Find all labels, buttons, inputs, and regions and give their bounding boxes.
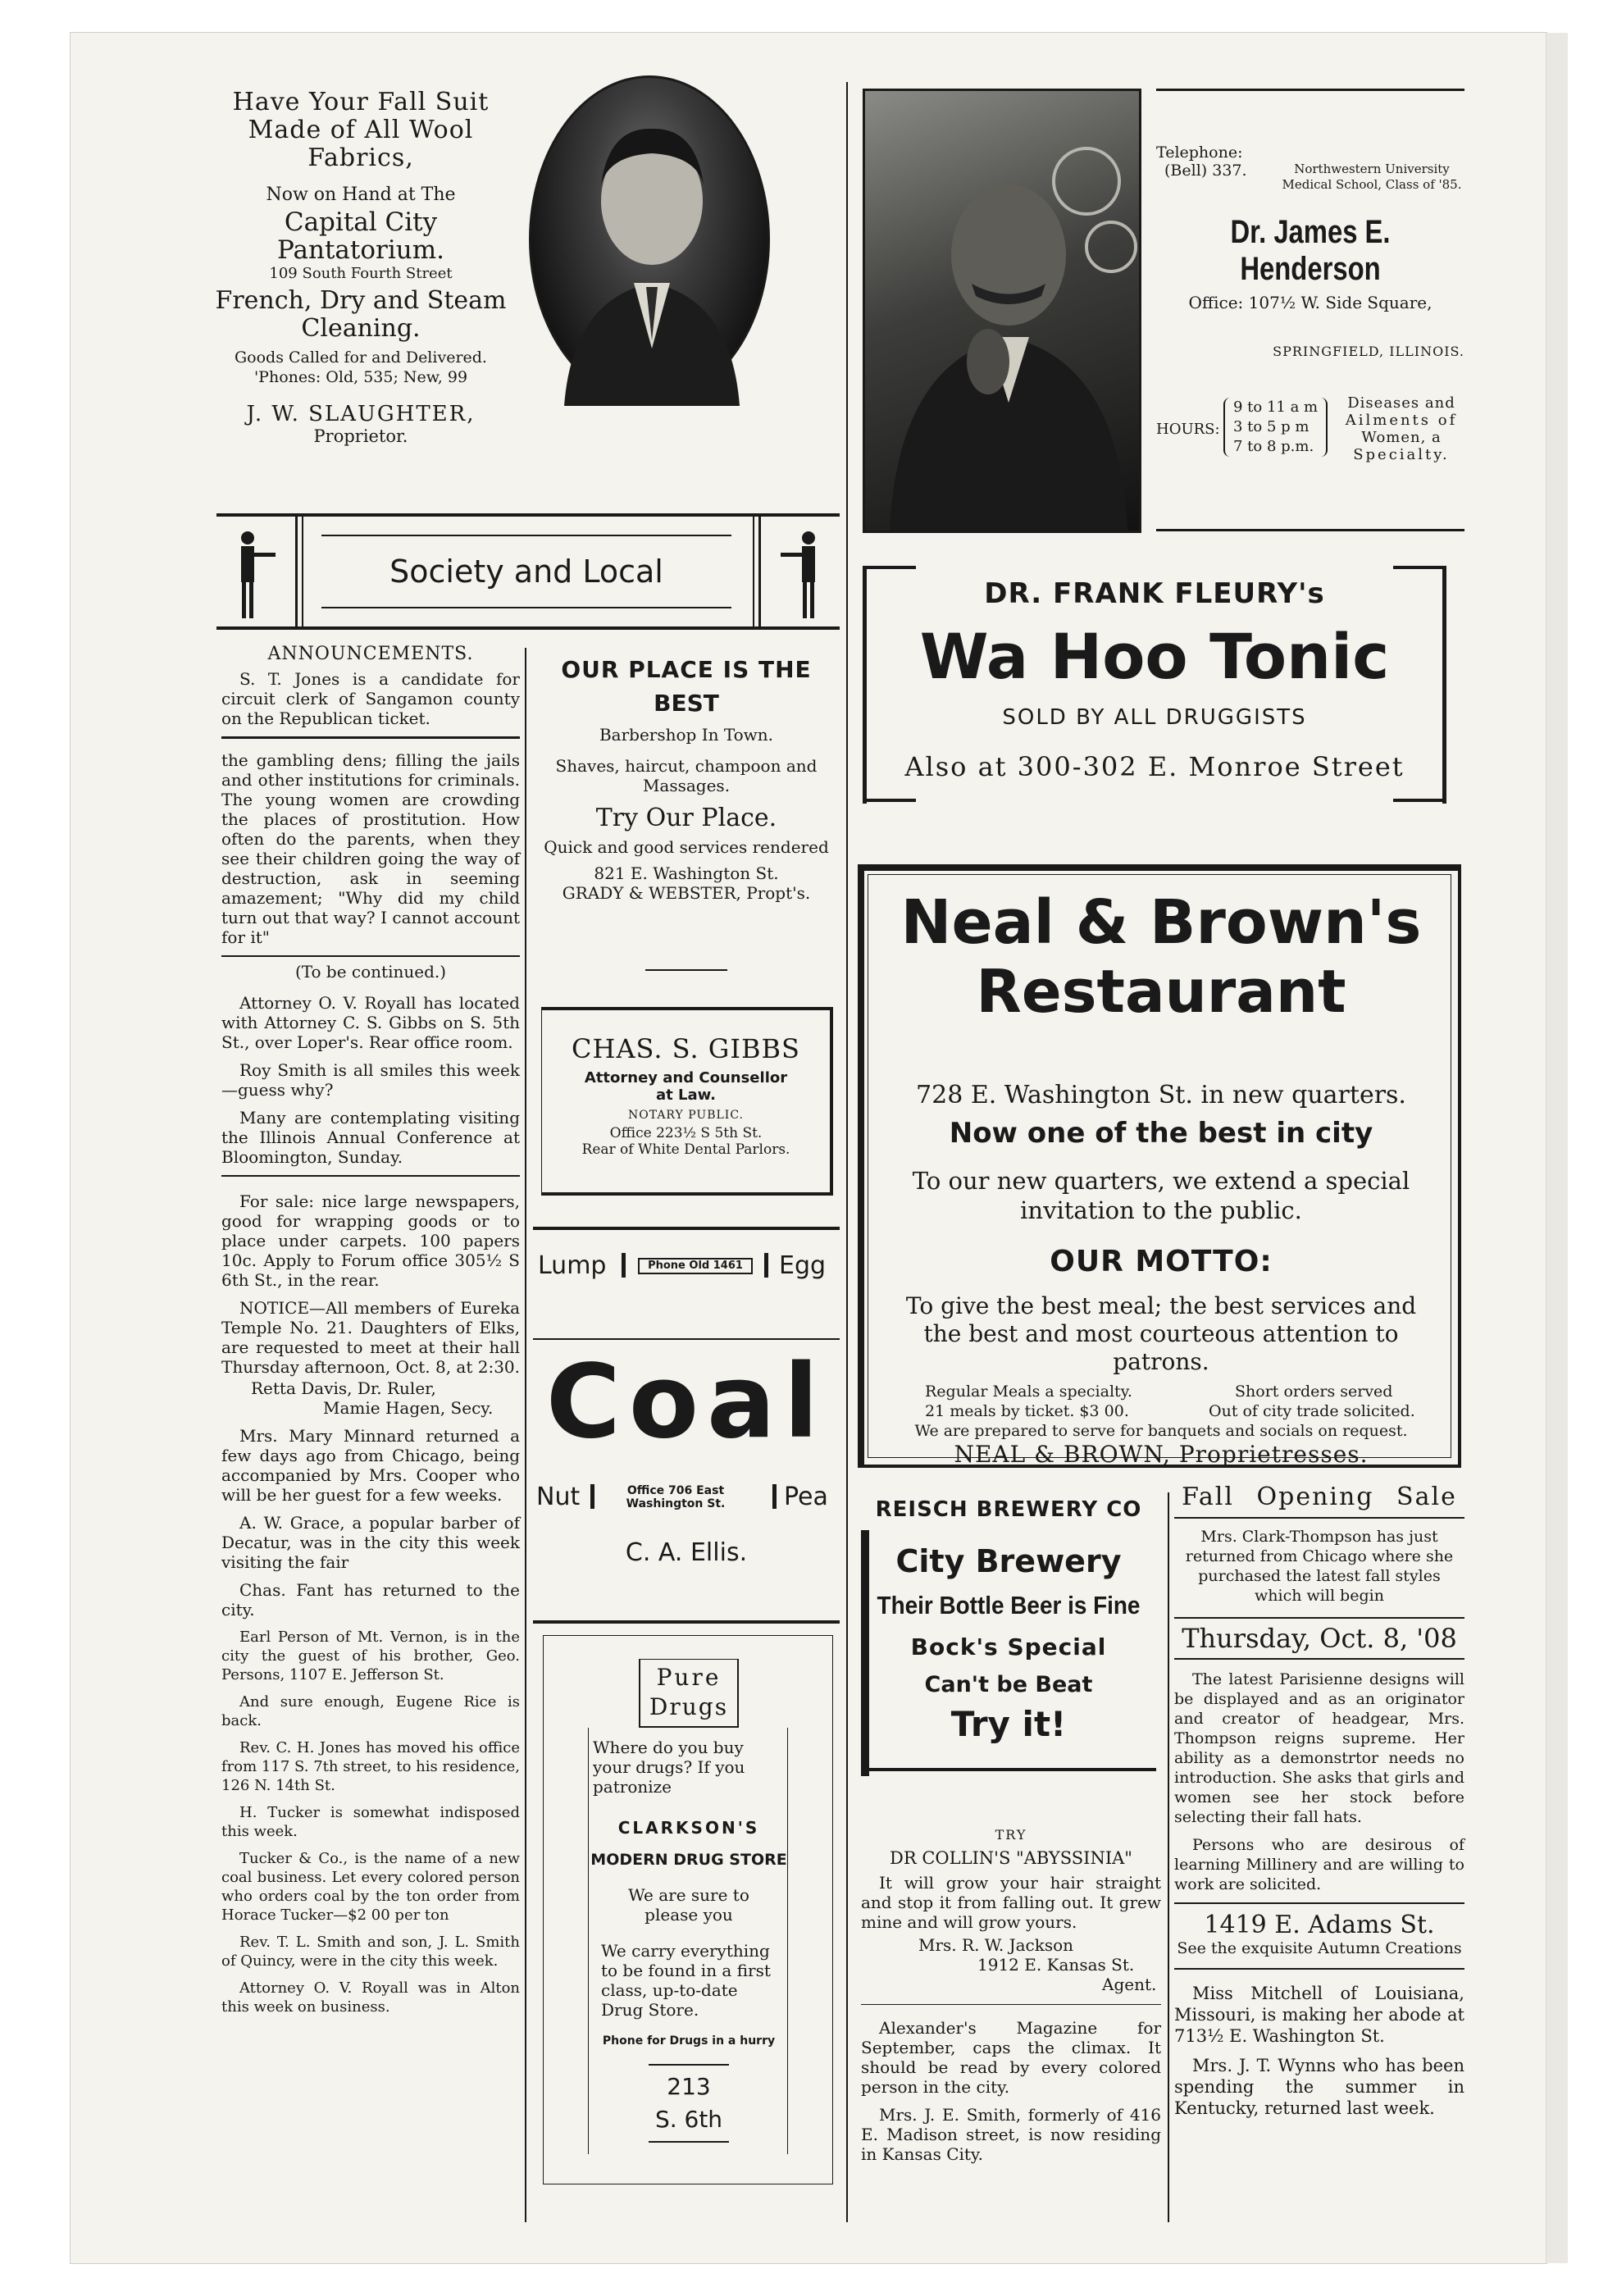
coal-pea: Pea <box>784 1483 828 1511</box>
smith-text: Rev. T. L. Smith and son, J. L. Smith of Quincy, were in the city this week. <box>221 1934 520 1970</box>
neal-short: Short orders served <box>1235 1383 1393 1401</box>
barber-props: GRADY & WEBSTER, Propt's. <box>562 883 811 903</box>
for-sale-text: For sale: nice large newspapers, good for wrapping goods or to place under carpets. 100 papers 10c. Apply to Forum office 305½ S 6th St., in the rear. <box>221 1191 520 1290</box>
column-rule-2 <box>846 82 848 2222</box>
portrait-photo-henderson <box>863 89 1141 533</box>
neal-invite: To our new quarters, we extend a special invitation to the public. <box>912 1167 1410 1224</box>
tucker-text: H. Tucker is somewhat indisposed this week. <box>221 1804 520 1840</box>
conference-text: Many are contemplating visiting the Illinois Annual Conference at Bloomington, Sunday. <box>221 1108 520 1167</box>
gibbs-name: CHAS. S. GIBBS <box>572 1033 800 1064</box>
roy-smith-text: Roy Smith is all smiles this week—guess why? <box>221 1060 520 1100</box>
barber-address: 821 E. Washington St. <box>594 863 779 883</box>
henderson-name: Dr. James E. Henderson <box>1230 214 1391 287</box>
gibbs-title-1: Attorney and Counsellor <box>584 1069 788 1086</box>
coal-office-2: Washington St. <box>626 1497 726 1510</box>
pantatorium-address: 109 South Fourth Street <box>269 265 453 282</box>
drugs-ad <box>543 1635 833 2184</box>
neal-props: NEAL & BROWN, Proprietresses. <box>954 1441 1369 1468</box>
collins-agent-addr: 1912 E. Kansas St. <box>977 1955 1135 1975</box>
pantatorium-name: Capital City Pantatorium. <box>277 207 444 265</box>
alexander-text: Alexander's Magazine for September, caps the climax. It should be read by every colored person in the city. <box>861 2018 1161 2097</box>
neal-meals: Regular Meals a specialty. <box>925 1383 1132 1401</box>
announcement-jones: S. T. Jones is a candidate for circuit clerk of Sangamon county on the Republican ticket. <box>221 669 520 728</box>
brewery-city: City Brewery <box>895 1543 1122 1579</box>
coal-office-1: Office 706 East <box>626 1484 725 1497</box>
fleury-also: Also at 300-302 E. Monroe Street <box>904 751 1405 782</box>
drugs-address-1: 213 <box>667 2073 711 2100</box>
millinery-intro: Mrs. Clark-Thompson has just returned from Chicago where she purchased the latest fall styles which will begin <box>1185 1528 1454 1605</box>
coal-phone: Phone Old 1461 <box>638 1258 753 1274</box>
waiter-figure-icon-right <box>777 528 827 620</box>
gibbs-notary: NOTARY PUBLIC. <box>628 1109 744 1122</box>
millinery-head: Fall Opening Sale <box>1182 1483 1457 1511</box>
person-text: Earl Person of Mt. Vernon, is in the city the guest of his brother, Geo. Persons, 1107 E. Jefferson St. <box>221 1629 520 1683</box>
fleury-ad <box>863 566 1446 804</box>
gibbs-office: Office 223½ S 5th St. <box>609 1125 763 1141</box>
pantatorium-phones: 'Phones: Old, 535; New, 99 <box>253 368 468 386</box>
drugs-carry: We carry everything to be found in a first class, up-to-date Drug Store. <box>601 1941 771 2020</box>
henderson-telephone: Telephone: <box>1156 144 1243 162</box>
column-1-news <box>221 645 520 2025</box>
pantatorium-service: French, Dry and Steam Cleaning. <box>215 286 507 343</box>
royall-text: Attorney O. V. Royall has located with Attorney C. S. Gibbs on S. 5th St., over Loper's. Rear office room. <box>221 993 520 1052</box>
coal-egg: Egg <box>779 1251 827 1280</box>
pantatorium-ad <box>197 89 525 466</box>
fleury-name: DR. FRANK FLEURY's <box>984 577 1325 610</box>
pantatorium-now: Now on Hand at The <box>266 184 456 205</box>
millinery-date: Thursday, Oct. 8, '08 <box>1182 1623 1457 1654</box>
barber-line-3: Quick and good services rendered <box>544 837 829 857</box>
henderson-specialty-1: Diseases and <box>1347 394 1455 412</box>
drugs-drugs: Drugs <box>649 1693 729 1720</box>
fleury-sold: SOLD BY ALL DRUGGISTS <box>1002 705 1307 730</box>
barber-try: Try Our Place. <box>595 804 777 832</box>
millinery-text-1: The latest Parisienne designs will be displayed and as an originator and creator of headgear, Mrs. Thompson reigns supreme. Her ability as a demonstrtor needs no introduction. She asks that girls and women see her stock before selecting their fall hats. <box>1174 1670 1464 1826</box>
henderson-hours-1: 9 to 11 a m <box>1233 399 1319 416</box>
rice-text: And sure enough, Eugene Rice is back. <box>221 1693 520 1729</box>
notice-text: NOTICE—All members of Eureka Temple No. 21. Daughters of Elks, are requested to meet at their hall Thursday afternoon, Oct. 8, at 2:30. <box>221 1298 521 1377</box>
drugs-address-2: S. 6th <box>654 2106 723 2133</box>
barber-ad <box>533 656 840 976</box>
grace-text: A. W. Grace, a popular barber of Decatur, was in the city this week visiting the fair <box>221 1513 520 1572</box>
page-edge <box>1546 33 1568 2263</box>
collins-text: It will grow your hair straight and stop it from falling out. It grew mine and will grow yours. <box>861 1873 1161 1932</box>
gibbs-title-2: at Law. <box>656 1086 716 1104</box>
drugs-question: Where do you buy your drugs? If you patronize <box>593 1738 745 1797</box>
henderson-office: Office: 107½ W. Side Square, <box>1188 293 1433 312</box>
henderson-school-1: Northwestern University <box>1294 162 1450 176</box>
coal-lump: Lump <box>538 1251 607 1280</box>
coal-nut: Nut <box>536 1483 581 1511</box>
brewery-try: Try it! <box>950 1704 1067 1744</box>
notice-retta: Retta Davis, Dr. Ruler, <box>251 1378 436 1398</box>
neal-out: Out of city trade solicited. <box>1209 1402 1415 1420</box>
barber-line-2: Shaves, haircut, champoon and Massages. <box>555 756 818 795</box>
neal-banquets: We are prepared to serve for banquets and socials on request. <box>914 1422 1408 1440</box>
drugs-phone: Phone for Drugs in a hurry <box>602 2034 776 2048</box>
jones-text: Rev. C. H. Jones has moved his office from 117 S. 7th street, to his residence, 126 N. 14th St. <box>221 1739 520 1794</box>
millinery-address: 1419 E. Adams St. <box>1204 1911 1435 1939</box>
millinery-see: See the exquisite Autumn Creations <box>1177 1939 1462 1957</box>
neal-name: Neal & Brown's <box>900 887 1422 958</box>
column-rule-1 <box>525 648 526 2222</box>
waiter-figure-icon-left <box>230 528 279 620</box>
wynns-text: Mrs. J. T. Wynns who has been spending the summer in Kentucky, returned last week. <box>1174 2056 1464 2118</box>
notice-mamie: Mamie Hagen, Secy. <box>323 1398 494 1418</box>
fleury-tonic: Wa Hoo Tonic <box>919 620 1390 693</box>
tucker-co-text: Tucker & Co., is the name of a new coal business. Let every colored person who orders coal by the ton order from Horace Tucker—$2 00 per ton <box>221 1850 520 1924</box>
henderson-bell: (Bell) 337. <box>1164 162 1247 180</box>
pantatorium-delivery: Goods Called for and Delivered. <box>235 348 487 367</box>
minnard-text: Mrs. Mary Minnard returned a few days ago from Chicago, being accompanied by Mrs. Cooper who will be her guest for a few weeks. <box>221 1426 520 1505</box>
collins-try: TRY <box>995 1827 1027 1843</box>
brewery-beat: Can't be Beat <box>924 1672 1093 1697</box>
henderson-ad <box>1156 89 1464 531</box>
collins-name: DR COLLIN'S "ABYSSINIA" <box>890 1848 1132 1868</box>
drugs-store: MODERN DRUG STORE <box>590 1851 787 1869</box>
collins-column <box>861 1825 1161 2172</box>
pantatorium-headline: Have Your Fall Suit Made of All Wool Fabrics, <box>232 88 490 172</box>
coal-ad <box>533 1227 840 1624</box>
drugs-pure: Pure <box>656 1664 722 1691</box>
drugs-name: CLARKSON'S <box>617 1818 760 1838</box>
henderson-hours-3: 7 to 8 p.m. <box>1233 438 1314 455</box>
brewery-ad <box>853 1497 1164 1793</box>
society-banner <box>216 513 840 630</box>
collins-agent-name: Mrs. R. W. Jackson <box>918 1935 1074 1955</box>
henderson-hours-label: HOURS: <box>1156 421 1220 438</box>
millinery-column <box>1174 1483 1464 2127</box>
mitchell-text: Miss Mitchell of Louisiana, Missouri, is making her abode at 713½ E. Washington St. <box>1174 1984 1464 2046</box>
henderson-specialty-2: Ailments of <box>1345 412 1458 429</box>
royall-alton-text: Attorney O. V. Royall was in Alton this week on business. <box>221 1979 520 2016</box>
fant-text: Chas. Fant has returned to the city. <box>221 1580 520 1620</box>
gibbs-ad <box>541 1007 833 1196</box>
millinery-text-2: Persons who are desirous of learning Millinery and are willing to work are solicited. <box>1174 1836 1464 1893</box>
neal-restaurant: Restaurant <box>976 957 1346 1026</box>
henderson-hours-2: 3 to 5 p m <box>1233 418 1310 435</box>
collins-agent: Agent. <box>1102 1975 1157 1994</box>
henderson-specialty-4: Specialty. <box>1353 446 1450 463</box>
henderson-specialty-3: Women, a <box>1361 429 1442 446</box>
barber-head-1: OUR PLACE IS THE <box>561 656 812 683</box>
mrs-smith-text: Mrs. J. E. Smith, formerly of 416 E. Madison street, is now residing in Kansas City. <box>861 2105 1161 2164</box>
neal-address: 728 E. Washington St. in new quarters. <box>916 1081 1406 1109</box>
pantatorium-proprietor-title: Proprietor. <box>313 426 408 446</box>
neal-motto: To give the best meal; the best services and the best and most courteous attention to patrons. <box>905 1292 1417 1375</box>
brewery-bottle: Their Bottle Beer is Fine <box>877 1591 1141 1620</box>
barber-head-2: BEST <box>654 690 719 717</box>
brewery-bock: Bock's Special <box>910 1633 1107 1660</box>
gambling-text: the gambling dens; filling the jails and other institutions for criminals. The young women are crowding the places of prostitution. How often do the parents, when they see their children going the way of destruction, ask in seeming amazement; "Why did my child turn out that way? I cannot account for it" <box>221 750 520 947</box>
society-title: Society and Local <box>389 554 663 590</box>
henderson-figure-icon <box>865 91 1139 531</box>
coal-word: Coal <box>545 1343 827 1461</box>
neal-brown-ad <box>858 864 1461 1468</box>
neal-motto-head: OUR MOTTO: <box>1050 1245 1273 1278</box>
announcements-heading: ANNOUNCEMENTS. <box>267 644 474 664</box>
portrait-photo-slaughter <box>529 75 770 403</box>
henderson-school-2: Medical School, Class of '85. <box>1282 177 1462 192</box>
drugs-sure: We are sure to please you <box>628 1885 749 1925</box>
column-rule-3 <box>1168 1492 1169 2222</box>
coal-dealer: C. A. Ellis. <box>625 1538 748 1567</box>
neal-best: Now one of the best in city <box>949 1117 1373 1150</box>
portrait-figure-icon <box>531 78 772 406</box>
neal-ticket: 21 meals by ticket. $3 00. <box>925 1402 1129 1420</box>
henderson-city: SPRINGFIELD, ILLINOIS. <box>1273 344 1464 359</box>
to-be-continued: (To be continued.) <box>221 955 520 982</box>
gibbs-rear: Rear of White Dental Parlors. <box>581 1141 790 1158</box>
brewery-name: REISCH BREWERY CO <box>875 1497 1142 1522</box>
pantatorium-proprietor: J. W. SLAUGHTER, <box>246 402 476 426</box>
barber-line-1: Barbershop In Town. <box>599 725 774 745</box>
